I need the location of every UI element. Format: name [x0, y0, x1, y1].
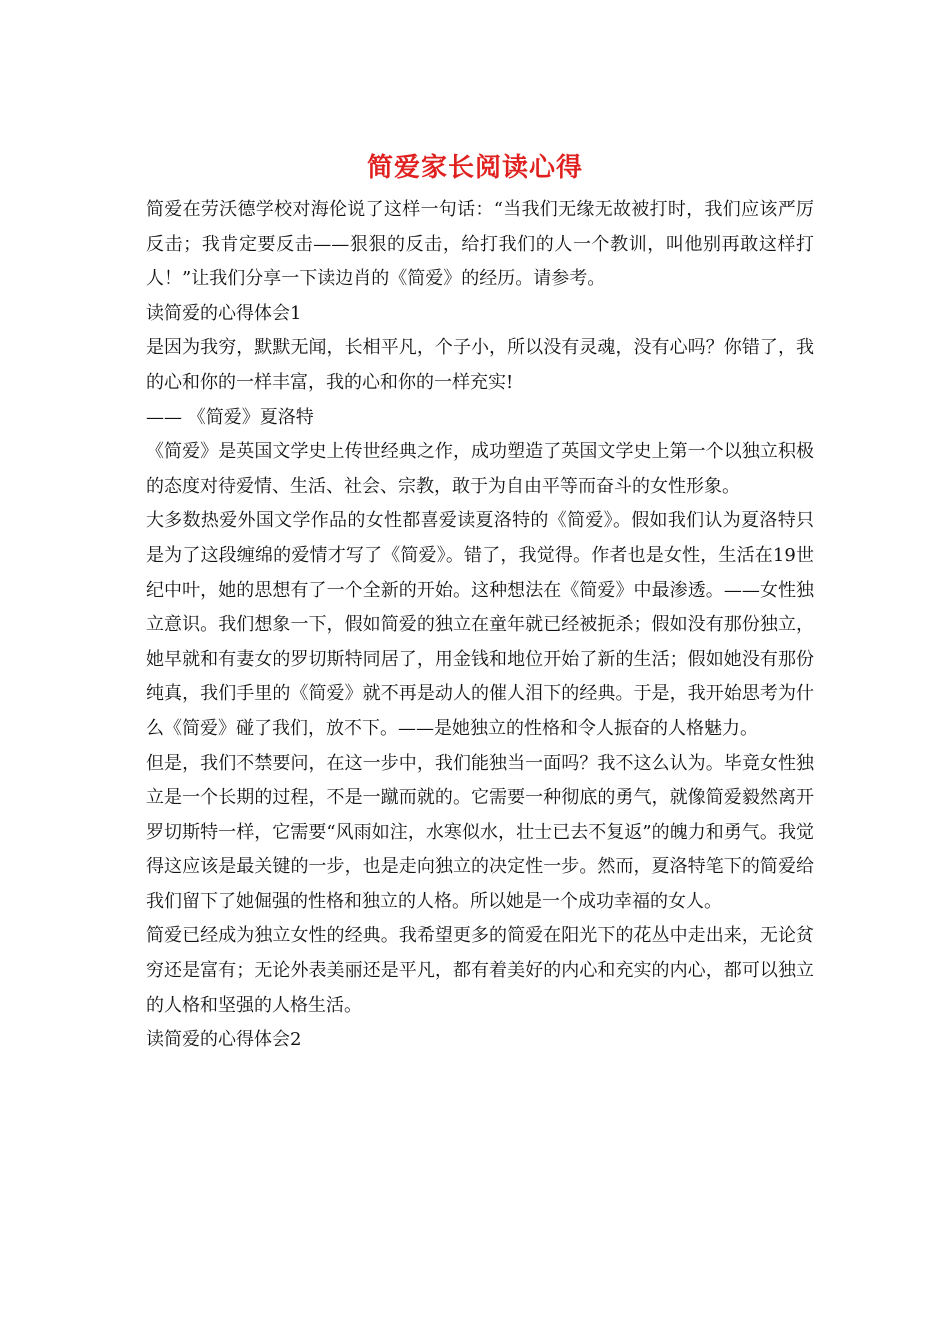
intro-paragraph: 简爱在劳沃德学校对海伦说了这样一句话：“当我们无缘无故被打时，我们应该严厉反击；我肯定要反击——狠狠的反击，给打我们的人一个教训，叫他别再敢这样打人！”让我们分享一下读边肖的《简爱》的经历。请参考。: [146, 199, 814, 290]
body-paragraph: 大多数热爱外国文学作品的女性都喜爱读夏洛特的《简爱》。假如我们认为夏洛特只是为了这段缠绵的爱情才写了《简爱》。错了，我觉得。作者也是女性，生活在19世纪中叶，她的思想有了一个全新的开始。这种想法在《简爱》中最渗透。——女性独立意识。我们想象一下，假如简爱的独立在童年就已经被扼杀；假如没有那份独立，她早就和有妻女的罗切斯特同居了，用金钱和地位开始了新的生活；假如她没有那份纯真，我们手里的《简爱》就不再是动人的催人泪下的经典。于是，我开始思考为什么《简爱》碰了我们，放不下。——是她独立的性格和令人振奋的人格魅力。: [146, 510, 814, 739]
document-body: [146, 193, 814, 1058]
body-paragraph: 但是，我们不禁要问，在这一步中，我们能独当一面吗？我不这么认为。毕竟女性独立是一个长期的过程，不是一蹴而就的。它需要一种彻底的勇气，就像简爱毅然离开罗切斯特一样，它需要“风雨如注，水寒似水，壮士已去不复返”的魄力和勇气。我觉得这应该是最关键的一步，也是走向独立的决定性一步。然而，夏洛特笔下的简爱给我们留下了她倔强的性格和独立的人格。所以她是一个成功幸福的女人。: [146, 752, 814, 912]
quote-paragraph: 是因为我穷，默默无闻，长相平凡，个子小，所以没有灵魂，没有心吗？你错了，我的心和你的一样丰富，我的心和你的一样充实!: [146, 337, 814, 393]
section-heading-2: 读简爱的心得体会2: [146, 1029, 302, 1051]
quote-attribution: —— 《简爱》夏洛特: [146, 406, 314, 428]
body-paragraph: 《简爱》是英国文学史上传世经典之作，成功塑造了英国文学史上第一个以独立积极的态度对待爱情、生活、社会、宗教，敢于为自由平等而奋斗的女性形象。: [146, 441, 814, 497]
document-title: 简爱家长阅读心得: [366, 153, 583, 183]
section-heading-1: 读简爱的心得体会1: [146, 302, 302, 324]
body-paragraph: 简爱已经成为独立女性的经典。我希望更多的简爱在阳光下的花丛中走出来，无论贫穷还是富有；无论外表美丽还是平凡，都有着美好的内心和充实的内心，都可以独立的人格和坚强的人格生活。: [146, 925, 814, 1016]
